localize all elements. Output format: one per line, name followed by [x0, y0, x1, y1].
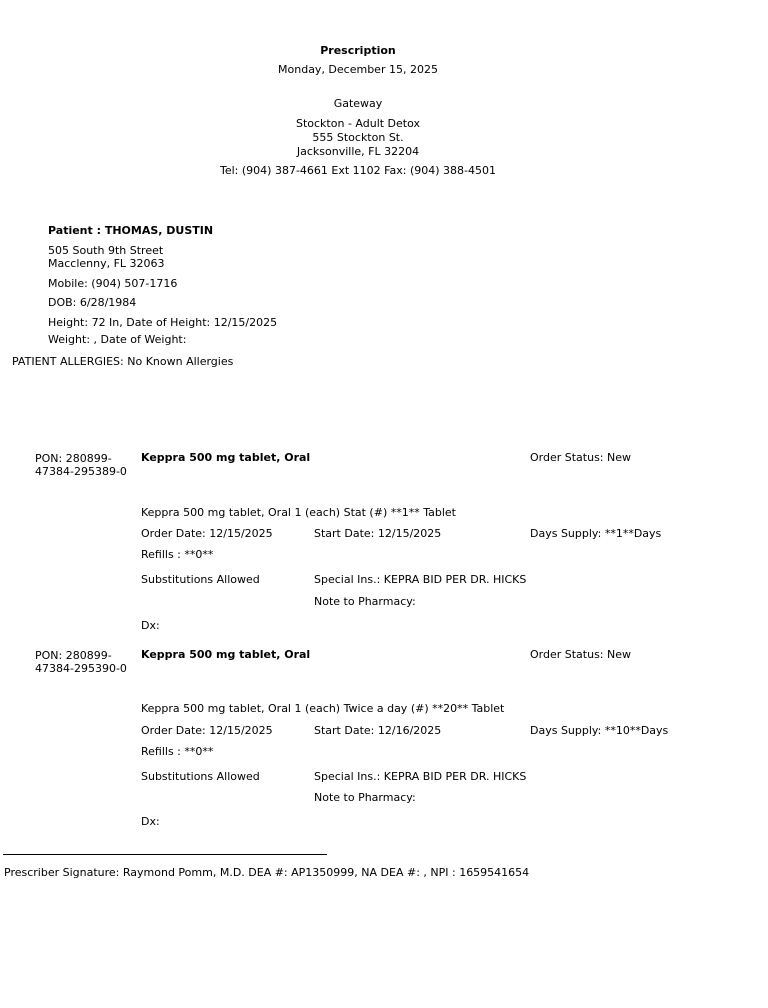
order-pharmacy-note: Note to Pharmacy: — [314, 595, 416, 608]
patient-allergies: PATIENT ALLERGIES: No Known Allergies — [12, 355, 234, 368]
order-pharmacy-note: Note to Pharmacy: — [314, 791, 416, 804]
order-refills: Refills : **0** — [141, 548, 214, 561]
facility-address-line1: 555 Stockton St. — [312, 131, 404, 144]
order-pon: PON: 280899-47384-295390-0 — [35, 649, 127, 675]
order-special-instructions: Special Ins.: KEPRA BID PER DR. HICKS — [314, 573, 527, 586]
organization-name: Gateway — [333, 97, 383, 110]
order-days-supply: Days Supply: **1**Days — [530, 527, 662, 540]
document-title: Prescription — [320, 44, 396, 57]
patient-address-line2: Macclenny, FL 32063 — [48, 257, 165, 270]
facility-name: Stockton - Adult Detox — [295, 117, 421, 130]
order-start-date: Start Date: 12/15/2025 — [314, 527, 442, 540]
order-dx: Dx: — [141, 815, 160, 828]
patient-dob: DOB: 6/28/1984 — [48, 296, 137, 309]
patient-address-line1: 505 South 9th Street — [48, 244, 164, 257]
order-status: Order Status: New — [530, 451, 632, 464]
facility-address-line2: Jacksonville, FL 32204 — [296, 145, 420, 158]
order-refills: Refills : **0** — [141, 745, 214, 758]
order-substitutions: Substitutions Allowed — [141, 573, 260, 586]
patient-weight: Weight: , Date of Weight: — [48, 333, 187, 346]
order-start-date: Start Date: 12/16/2025 — [314, 724, 442, 737]
signature-line — [3, 854, 327, 855]
patient-mobile: Mobile: (904) 507-1716 — [48, 277, 178, 290]
order-sig: Keppra 500 mg tablet, Oral 1 (each) Twice a day (#) **20** Tablet — [141, 702, 505, 715]
order-sig: Keppra 500 mg tablet, Oral 1 (each) Stat (#) **1** Tablet — [141, 506, 456, 519]
order-pon: PON: 280899-47384-295389-0 — [35, 452, 127, 478]
prescriber-signature: Prescriber Signature: Raymond Pomm, M.D. DEA #: AP1350999, NA DEA #: , NPI : 1659541654 — [4, 866, 530, 879]
order-drug-name: Keppra 500 mg tablet, Oral — [141, 648, 311, 661]
patient-height: Height: 72 In, Date of Height: 12/15/2025 — [48, 316, 278, 329]
order-special-instructions: Special Ins.: KEPRA BID PER DR. HICKS — [314, 770, 527, 783]
order-dx: Dx: — [141, 619, 160, 632]
patient-name: Patient : THOMAS, DUSTIN — [48, 224, 214, 237]
order-date: Order Date: 12/15/2025 — [141, 527, 273, 540]
order-date: Order Date: 12/15/2025 — [141, 724, 273, 737]
order-drug-name: Keppra 500 mg tablet, Oral — [141, 451, 311, 464]
document-date: Monday, December 15, 2025 — [278, 63, 438, 76]
order-substitutions: Substitutions Allowed — [141, 770, 260, 783]
facility-contact: Tel: (904) 387-4661 Ext 1102 Fax: (904) 388-4501 — [220, 164, 496, 177]
order-days-supply: Days Supply: **10**Days — [530, 724, 669, 737]
order-status: Order Status: New — [530, 648, 632, 661]
